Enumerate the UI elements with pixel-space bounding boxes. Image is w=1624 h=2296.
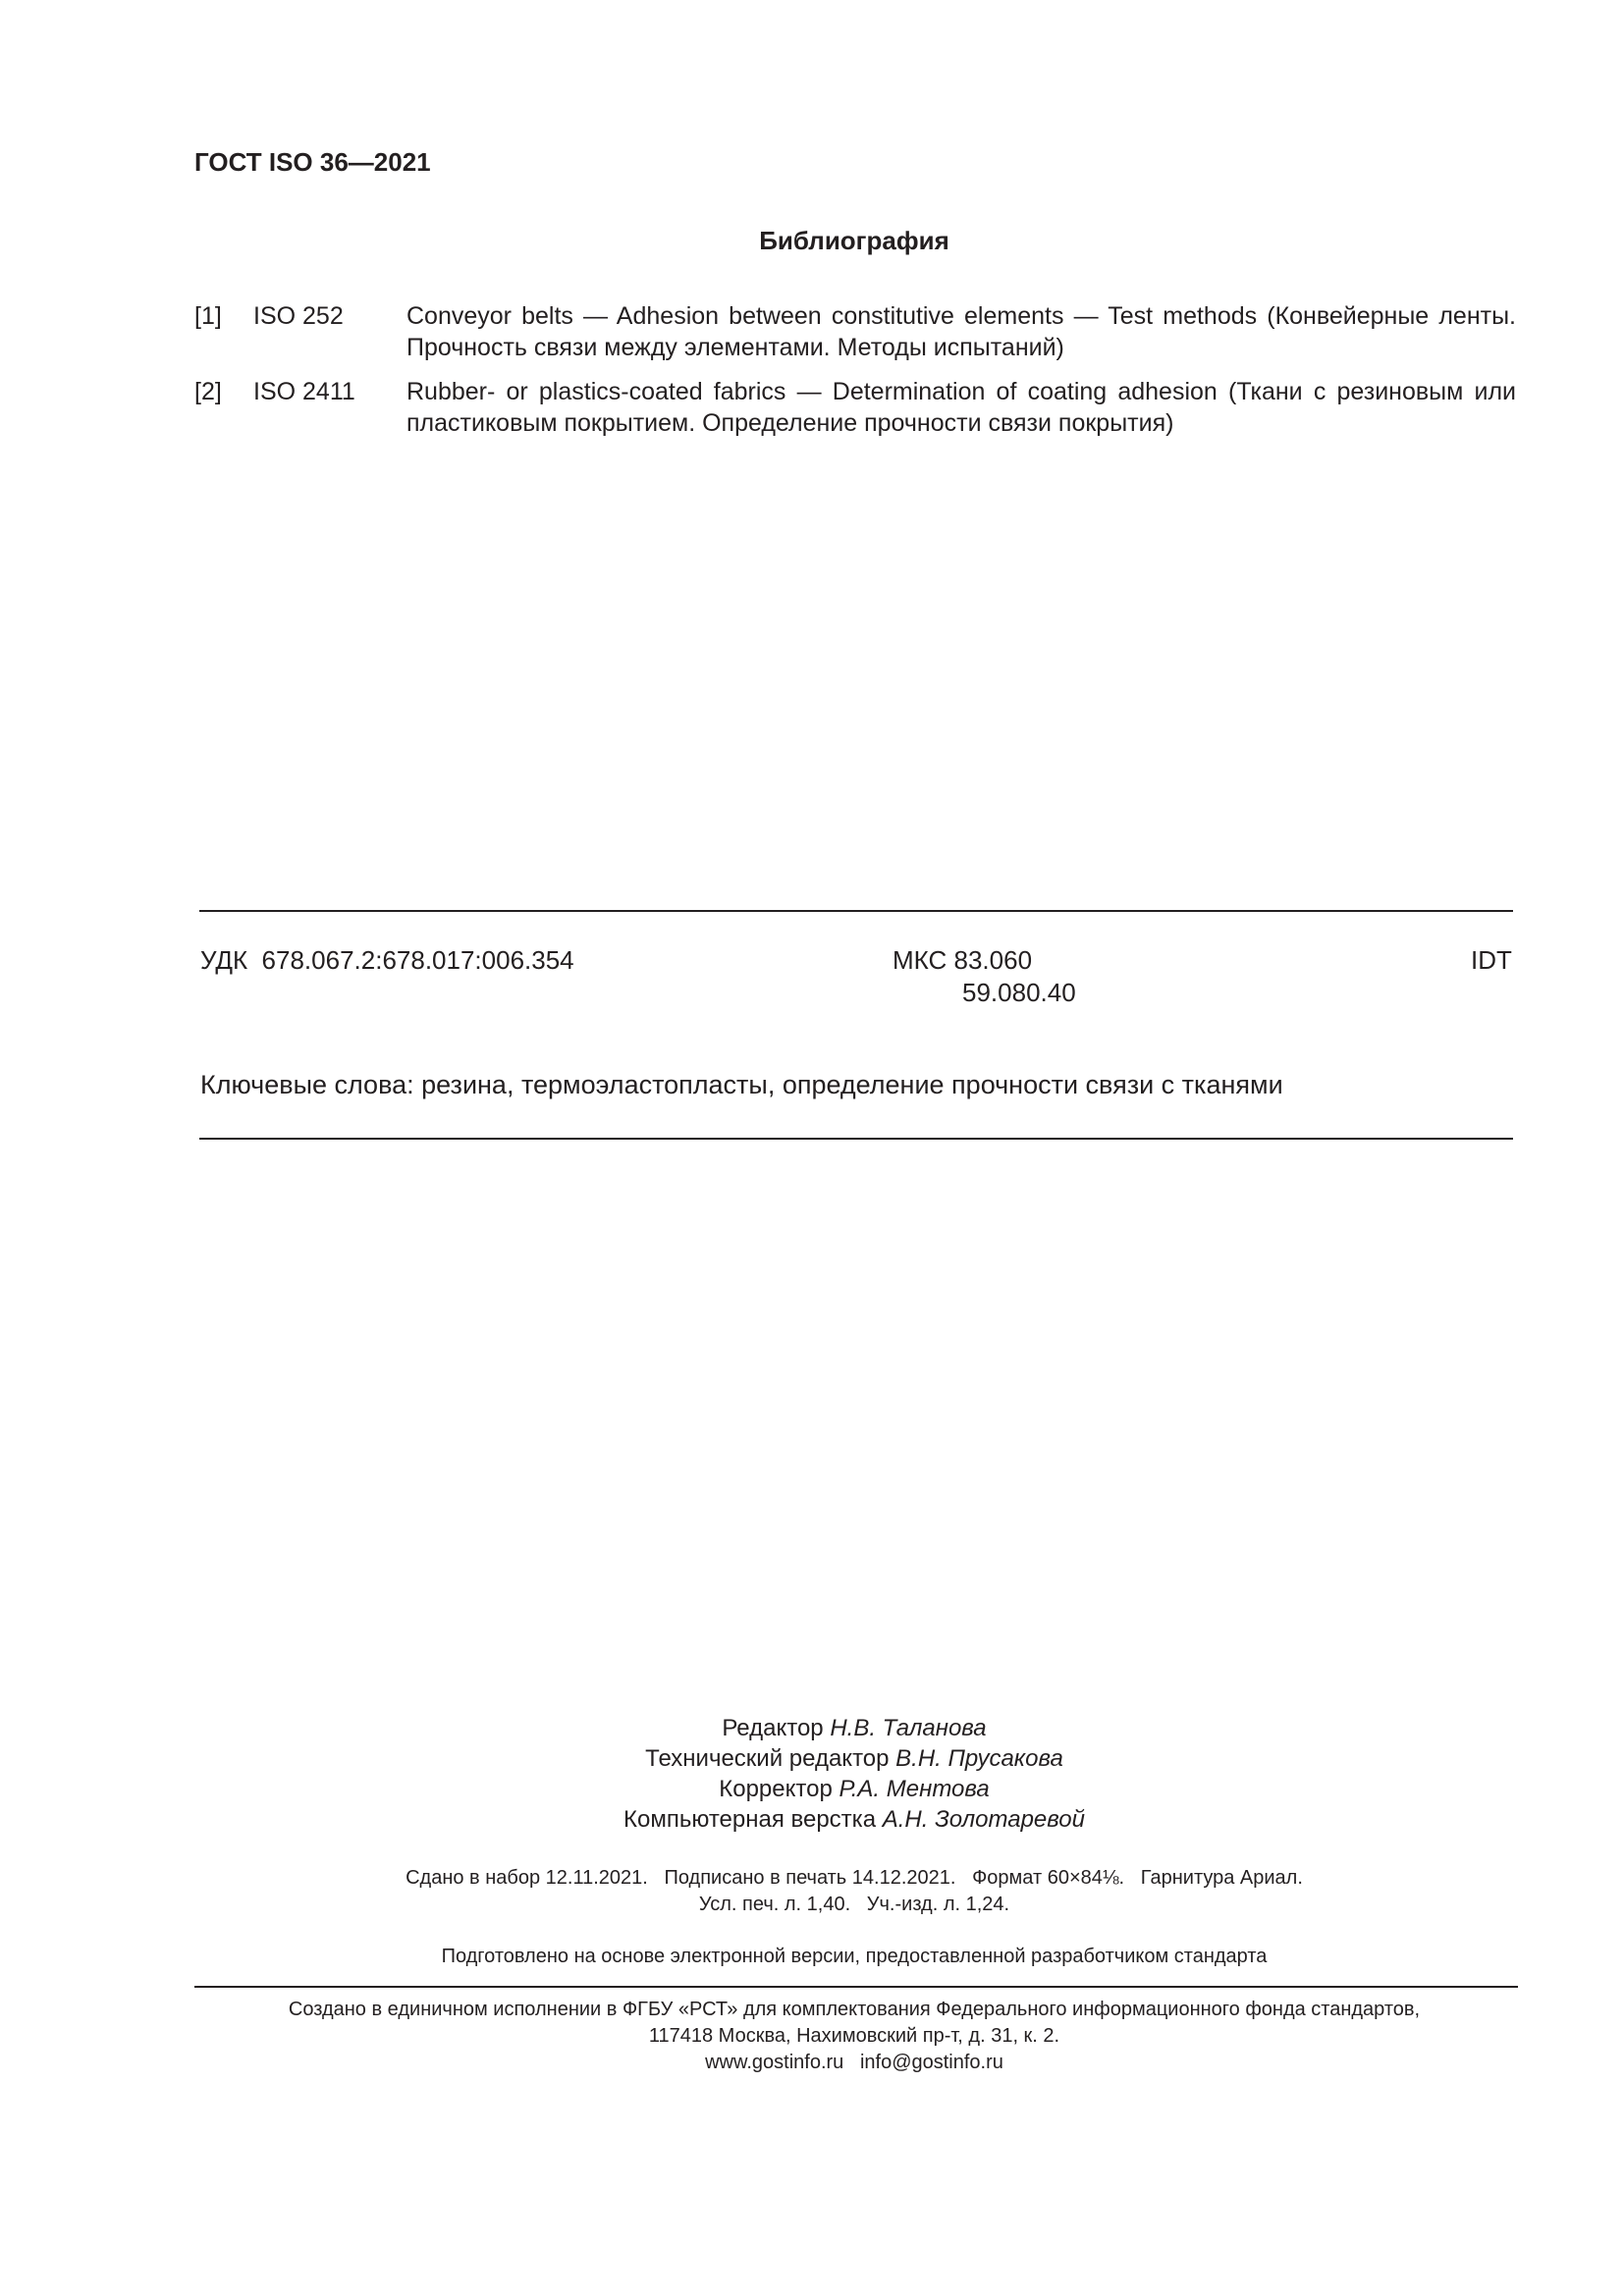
entry-text: Conveyor belts — Adhesion between constitutive elements — Test methods (Конвейерные ленты. Прочность связи между элементами. Методы испытаний) <box>406 302 1516 361</box>
udk-code: УДК 678.067.2:678.017:006.354 <box>200 945 574 975</box>
entry-number: [2] <box>194 378 222 405</box>
credits-block <box>0 1713 1624 1835</box>
entry-number: [1] <box>194 302 222 330</box>
credit-line <box>0 1804 1624 1835</box>
top-divider <box>199 910 1513 912</box>
credit-line <box>0 1774 1624 1804</box>
prepared-note: Подготовлено на основе электронной версии, предоставленной разработчиком стандарта <box>441 1946 1268 1967</box>
credit-role: Технический редактор <box>645 1745 890 1772</box>
credit-role: Компьютерная верстка <box>623 1806 877 1833</box>
publisher-line: Создано в единичном исполнении в ФГБУ «РСТ» для комплектования Федерального информационного фонда стандартов, <box>288 1999 1421 2020</box>
publisher-info <box>0 1997 1624 2076</box>
mks-code-primary: МКС 83.060 <box>893 945 1033 975</box>
entry-standard-code: ISO 252 <box>253 302 344 330</box>
mks-code-secondary: 59.080.40 <box>962 978 1076 1007</box>
credit-name: А.Н. Золотаревой <box>882 1806 1085 1833</box>
keywords-divider <box>199 1138 1513 1140</box>
credit-name: В.Н. Прусакова <box>895 1745 1063 1772</box>
publisher-address: 117418 Москва, Нахимовский пр-т, д. 31, к. 2. <box>648 2025 1060 2047</box>
entry-text: Rubber- or plastics-coated fabrics — Determination of coating adhesion (Ткани с резиновым или пластиковым покрытием. Определение прочности связи покрытия) <box>406 378 1516 437</box>
bibliography-title: Библиография <box>759 226 949 255</box>
print-info-line: Сдано в набор 12.11.2021. Подписано в печать 14.12.2021. Формат 60×84⅛. Гарнитура Ариал. <box>406 1867 1303 1889</box>
bibliography-entry <box>194 376 1516 439</box>
print-info-line: Усл. печ. л. 1,40. Уч.-изд. л. 1,24. <box>698 1894 1010 1915</box>
credit-role: Корректор <box>719 1776 833 1802</box>
idt-label: IDT <box>1471 945 1512 975</box>
document-header: ГОСТ ISO 36—2021 <box>194 147 431 177</box>
bibliography-entry <box>194 300 1516 363</box>
publisher-links: www.gostinfo.ru info@gostinfo.ru <box>705 2052 1003 2073</box>
credit-line <box>0 1743 1624 1774</box>
entry-standard-code: ISO 2411 <box>253 378 355 405</box>
credit-role: Редактор <box>722 1715 824 1741</box>
credit-line <box>0 1713 1624 1743</box>
print-info <box>0 1865 1624 1918</box>
credit-name: Н.В. Таланова <box>830 1715 987 1741</box>
credit-name: Р.А. Ментова <box>839 1776 990 1802</box>
keywords: Ключевые слова: резина, термоэластопласты, определение прочности связи с тканями <box>200 1070 1283 1099</box>
footer-divider <box>194 1986 1518 1988</box>
